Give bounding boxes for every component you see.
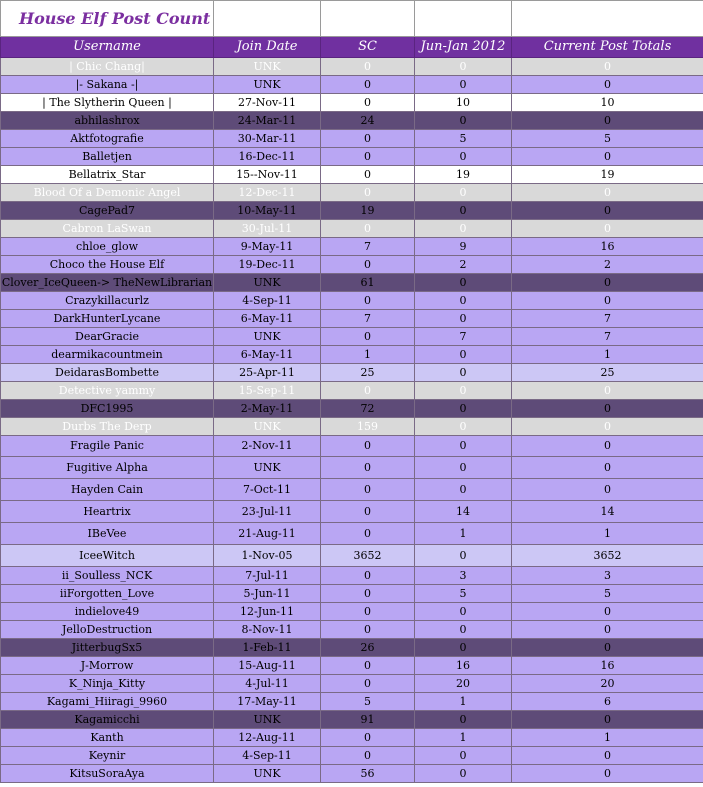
jun-jan-cell: 0 — [415, 457, 512, 479]
join-date-cell: 1-Feb-11 — [214, 639, 321, 657]
join-date-cell: 4-Sep-11 — [214, 747, 321, 765]
jun-jan-cell: 0 — [415, 346, 512, 364]
sc-cell: 19 — [321, 202, 415, 220]
username-cell: |- Sakana -| — [1, 76, 214, 94]
table-row — [1, 675, 703, 693]
username-cell: DFC1995 — [1, 400, 214, 418]
username-cell: DeidarasBombette — [1, 364, 214, 382]
header-current-totals: Current Post Totals — [512, 37, 703, 58]
username-cell: J-Morrow — [1, 657, 214, 675]
username-cell: CagePad7 — [1, 202, 214, 220]
join-date-cell: 7-Oct-11 — [214, 479, 321, 501]
current-total-cell: 0 — [512, 274, 703, 292]
table-row — [1, 711, 703, 729]
jun-jan-cell: 0 — [415, 747, 512, 765]
jun-jan-cell: 0 — [415, 364, 512, 382]
jun-jan-cell: 0 — [415, 292, 512, 310]
current-total-cell: 0 — [512, 639, 703, 657]
current-total-cell: 0 — [512, 711, 703, 729]
sc-cell: 159 — [321, 418, 415, 436]
join-date-cell: 5-Jun-11 — [214, 585, 321, 603]
table-row — [1, 130, 703, 148]
current-total-cell: 0 — [512, 148, 703, 166]
current-total-cell: 0 — [512, 58, 703, 76]
username-cell: Kanth — [1, 729, 214, 747]
username-cell: IBeVee — [1, 523, 214, 545]
sc-cell: 0 — [321, 220, 415, 238]
jun-jan-cell: 5 — [415, 130, 512, 148]
sc-cell: 0 — [321, 729, 415, 747]
join-date-cell: 6-May-11 — [214, 346, 321, 364]
sc-cell: 0 — [321, 94, 415, 112]
table-row — [1, 220, 703, 238]
join-date-cell: 30-Jul-11 — [214, 220, 321, 238]
username-cell: Hayden Cain — [1, 479, 214, 501]
table-row — [1, 364, 703, 382]
username-cell: DarkHunterLycane — [1, 310, 214, 328]
table-row — [1, 545, 703, 567]
sc-cell: 0 — [321, 166, 415, 184]
sc-cell: 0 — [321, 457, 415, 479]
username-cell: Kagamicchi — [1, 711, 214, 729]
sc-cell: 0 — [321, 585, 415, 603]
blank-cell — [512, 1, 703, 37]
table-row — [1, 457, 703, 479]
current-total-cell: 2 — [512, 256, 703, 274]
sc-cell: 0 — [321, 328, 415, 346]
table-row — [1, 292, 703, 310]
join-date-cell: UNK — [214, 274, 321, 292]
join-date-cell: 2-Nov-11 — [214, 436, 321, 457]
sc-cell: 1 — [321, 346, 415, 364]
username-cell: Cabron LaSwan — [1, 220, 214, 238]
current-total-cell: 0 — [512, 436, 703, 457]
table-row — [1, 58, 703, 76]
jun-jan-cell: 20 — [415, 675, 512, 693]
username-cell: chloe_glow — [1, 238, 214, 256]
jun-jan-cell: 0 — [415, 400, 512, 418]
join-date-cell: 24-Mar-11 — [214, 112, 321, 130]
join-date-cell: 17-May-11 — [214, 693, 321, 711]
sc-cell: 56 — [321, 765, 415, 783]
join-date-cell: 10-May-11 — [214, 202, 321, 220]
username-cell: Clover_IceQueen-> TheNewLibrarian — [1, 274, 214, 292]
current-total-cell: 25 — [512, 364, 703, 382]
current-total-cell: 10 — [512, 94, 703, 112]
current-total-cell: 5 — [512, 130, 703, 148]
sheet-title: House Elf Post Count — [1, 1, 214, 37]
sc-cell: 0 — [321, 256, 415, 274]
jun-jan-cell: 3 — [415, 567, 512, 585]
blank-cell — [415, 1, 512, 37]
table-row — [1, 418, 703, 436]
jun-jan-cell: 0 — [415, 58, 512, 76]
join-date-cell: 9-May-11 — [214, 238, 321, 256]
sc-cell: 0 — [321, 436, 415, 457]
sc-cell: 72 — [321, 400, 415, 418]
blank-cell — [214, 1, 321, 37]
jun-jan-cell: 16 — [415, 657, 512, 675]
join-date-cell: 30-Mar-11 — [214, 130, 321, 148]
current-total-cell: 1 — [512, 729, 703, 747]
current-total-cell: 0 — [512, 184, 703, 202]
join-date-cell: 15-Aug-11 — [214, 657, 321, 675]
username-cell: ii_Soulless_NCK — [1, 567, 214, 585]
jun-jan-cell: 0 — [415, 184, 512, 202]
current-total-cell: 16 — [512, 238, 703, 256]
blank-cell — [321, 1, 415, 37]
current-total-cell: 1 — [512, 346, 703, 364]
jun-jan-cell: 0 — [415, 112, 512, 130]
username-cell: Kagami_Hiiragi_9960 — [1, 693, 214, 711]
table-row — [1, 148, 703, 166]
sc-cell: 0 — [321, 501, 415, 523]
sc-cell: 0 — [321, 523, 415, 545]
sc-cell: 0 — [321, 148, 415, 166]
sc-cell: 91 — [321, 711, 415, 729]
sc-cell: 3652 — [321, 545, 415, 567]
username-cell: K_Ninja_Kitty — [1, 675, 214, 693]
table-row — [1, 657, 703, 675]
table-row — [1, 238, 703, 256]
jun-jan-cell: 0 — [415, 545, 512, 567]
sc-cell: 0 — [321, 76, 415, 94]
table-row — [1, 567, 703, 585]
sc-cell: 0 — [321, 292, 415, 310]
current-total-cell: 16 — [512, 657, 703, 675]
sc-cell: 25 — [321, 364, 415, 382]
table-row — [1, 274, 703, 292]
table-row — [1, 585, 703, 603]
current-total-cell: 0 — [512, 202, 703, 220]
username-cell: Fragile Panic — [1, 436, 214, 457]
username-cell: IceeWitch — [1, 545, 214, 567]
join-date-cell: 23-Jul-11 — [214, 501, 321, 523]
username-cell: JitterbugSx5 — [1, 639, 214, 657]
join-date-cell: 2-May-11 — [214, 400, 321, 418]
current-total-cell: 0 — [512, 292, 703, 310]
table-row — [1, 76, 703, 94]
join-date-cell: 21-Aug-11 — [214, 523, 321, 545]
table-row — [1, 639, 703, 657]
sc-cell: 0 — [321, 747, 415, 765]
sc-cell: 61 — [321, 274, 415, 292]
current-total-cell: 0 — [512, 479, 703, 501]
jun-jan-cell: 1 — [415, 729, 512, 747]
jun-jan-cell: 10 — [415, 94, 512, 112]
current-total-cell: 1 — [512, 523, 703, 545]
sc-cell: 0 — [321, 184, 415, 202]
jun-jan-cell: 0 — [415, 639, 512, 657]
jun-jan-cell: 19 — [415, 166, 512, 184]
current-total-cell: 3 — [512, 567, 703, 585]
current-total-cell: 7 — [512, 328, 703, 346]
sc-cell: 24 — [321, 112, 415, 130]
sc-cell: 0 — [321, 675, 415, 693]
table-row — [1, 310, 703, 328]
join-date-cell: UNK — [214, 58, 321, 76]
sc-cell: 0 — [321, 382, 415, 400]
jun-jan-cell: 1 — [415, 523, 512, 545]
jun-jan-cell: 7 — [415, 328, 512, 346]
sc-cell: 0 — [321, 657, 415, 675]
jun-jan-cell: 0 — [415, 220, 512, 238]
current-total-cell: 0 — [512, 621, 703, 639]
username-cell: Detective yammy — [1, 382, 214, 400]
jun-jan-cell: 5 — [415, 585, 512, 603]
join-date-cell: 12-Dec-11 — [214, 184, 321, 202]
table-row — [1, 693, 703, 711]
join-date-cell: 16-Dec-11 — [214, 148, 321, 166]
table-row — [1, 400, 703, 418]
username-cell: Durbs The Derp — [1, 418, 214, 436]
table-row — [1, 603, 703, 621]
jun-jan-cell: 0 — [415, 310, 512, 328]
username-cell: Choco the House Elf — [1, 256, 214, 274]
table-row — [1, 729, 703, 747]
current-total-cell: 0 — [512, 400, 703, 418]
current-total-cell: 0 — [512, 603, 703, 621]
table-row — [1, 523, 703, 545]
join-date-cell: UNK — [214, 328, 321, 346]
username-cell: Bellatrix_Star — [1, 166, 214, 184]
current-total-cell: 0 — [512, 382, 703, 400]
current-total-cell: 5 — [512, 585, 703, 603]
sc-cell: 0 — [321, 130, 415, 148]
jun-jan-cell: 0 — [415, 603, 512, 621]
join-date-cell: 1-Nov-05 — [214, 545, 321, 567]
jun-jan-cell: 0 — [415, 274, 512, 292]
table-row — [1, 747, 703, 765]
current-total-cell: 0 — [512, 220, 703, 238]
jun-jan-cell: 9 — [415, 238, 512, 256]
header-join-date: Join Date — [214, 37, 321, 58]
table-row — [1, 436, 703, 457]
join-date-cell: 8-Nov-11 — [214, 621, 321, 639]
username-cell: Fugitive Alpha — [1, 457, 214, 479]
header-jun-jan: Jun-Jan 2012 — [415, 37, 512, 58]
table-row — [1, 382, 703, 400]
join-date-cell: 12-Aug-11 — [214, 729, 321, 747]
table-row — [1, 346, 703, 364]
username-cell: Crazykillacurlz — [1, 292, 214, 310]
username-cell: indielove49 — [1, 603, 214, 621]
table-row — [1, 184, 703, 202]
username-cell: Balletjen — [1, 148, 214, 166]
current-total-cell: 0 — [512, 112, 703, 130]
table-row — [1, 501, 703, 523]
current-total-cell: 19 — [512, 166, 703, 184]
current-total-cell: 6 — [512, 693, 703, 711]
table-row — [1, 166, 703, 184]
username-cell: | The Slytherin Queen | — [1, 94, 214, 112]
username-cell: DearGracie — [1, 328, 214, 346]
sc-cell: 5 — [321, 693, 415, 711]
join-date-cell: 19-Dec-11 — [214, 256, 321, 274]
current-total-cell: 0 — [512, 76, 703, 94]
table-row — [1, 94, 703, 112]
jun-jan-cell: 0 — [415, 382, 512, 400]
current-total-cell: 14 — [512, 501, 703, 523]
header-row — [1, 37, 703, 58]
table-row — [1, 256, 703, 274]
join-date-cell: 15--Nov-11 — [214, 166, 321, 184]
sc-cell: 26 — [321, 639, 415, 657]
table-row — [1, 202, 703, 220]
current-total-cell: 0 — [512, 747, 703, 765]
join-date-cell: 15-Sep-11 — [214, 382, 321, 400]
jun-jan-cell: 0 — [415, 479, 512, 501]
sc-cell: 7 — [321, 238, 415, 256]
username-cell: | Chic Chang| — [1, 58, 214, 76]
username-cell: iiForgotten_Love — [1, 585, 214, 603]
join-date-cell: UNK — [214, 418, 321, 436]
join-date-cell: 4-Jul-11 — [214, 675, 321, 693]
table-row — [1, 621, 703, 639]
join-date-cell: 4-Sep-11 — [214, 292, 321, 310]
join-date-cell: 27-Nov-11 — [214, 94, 321, 112]
username-cell: dearmikacountmein — [1, 346, 214, 364]
jun-jan-cell: 0 — [415, 436, 512, 457]
sc-cell: 0 — [321, 479, 415, 501]
header-sc: SC — [321, 37, 415, 58]
username-cell: Keynir — [1, 747, 214, 765]
jun-jan-cell: 0 — [415, 76, 512, 94]
join-date-cell: 6-May-11 — [214, 310, 321, 328]
username-cell: Heartrix — [1, 501, 214, 523]
join-date-cell: UNK — [214, 765, 321, 783]
sc-cell: 0 — [321, 603, 415, 621]
sc-cell: 0 — [321, 621, 415, 639]
current-total-cell: 0 — [512, 457, 703, 479]
current-total-cell: 3652 — [512, 545, 703, 567]
table-row — [1, 112, 703, 130]
join-date-cell: 25-Apr-11 — [214, 364, 321, 382]
username-cell: abhilashrox — [1, 112, 214, 130]
jun-jan-cell: 0 — [415, 148, 512, 166]
current-total-cell: 7 — [512, 310, 703, 328]
jun-jan-cell: 0 — [415, 621, 512, 639]
join-date-cell: UNK — [214, 76, 321, 94]
username-cell: Blood Of a Demonic Angel — [1, 184, 214, 202]
jun-jan-cell: 1 — [415, 693, 512, 711]
join-date-cell: 12-Jun-11 — [214, 603, 321, 621]
table-row — [1, 479, 703, 501]
current-total-cell: 0 — [512, 765, 703, 783]
jun-jan-cell: 2 — [415, 256, 512, 274]
join-date-cell: UNK — [214, 711, 321, 729]
sc-cell: 0 — [321, 567, 415, 585]
jun-jan-cell: 14 — [415, 501, 512, 523]
username-cell: JelloDestruction — [1, 621, 214, 639]
table-row — [1, 765, 703, 783]
table-row — [1, 328, 703, 346]
current-total-cell: 20 — [512, 675, 703, 693]
current-total-cell: 0 — [512, 418, 703, 436]
jun-jan-cell: 0 — [415, 202, 512, 220]
jun-jan-cell: 0 — [415, 418, 512, 436]
header-username: Username — [1, 37, 214, 58]
jun-jan-cell: 0 — [415, 711, 512, 729]
join-date-cell: 7-Jul-11 — [214, 567, 321, 585]
sc-cell: 0 — [321, 58, 415, 76]
username-cell: Aktfotografie — [1, 130, 214, 148]
sc-cell: 7 — [321, 310, 415, 328]
jun-jan-cell: 0 — [415, 765, 512, 783]
join-date-cell: UNK — [214, 457, 321, 479]
title-row — [1, 1, 703, 37]
username-cell: KitsuSoraAya — [1, 765, 214, 783]
